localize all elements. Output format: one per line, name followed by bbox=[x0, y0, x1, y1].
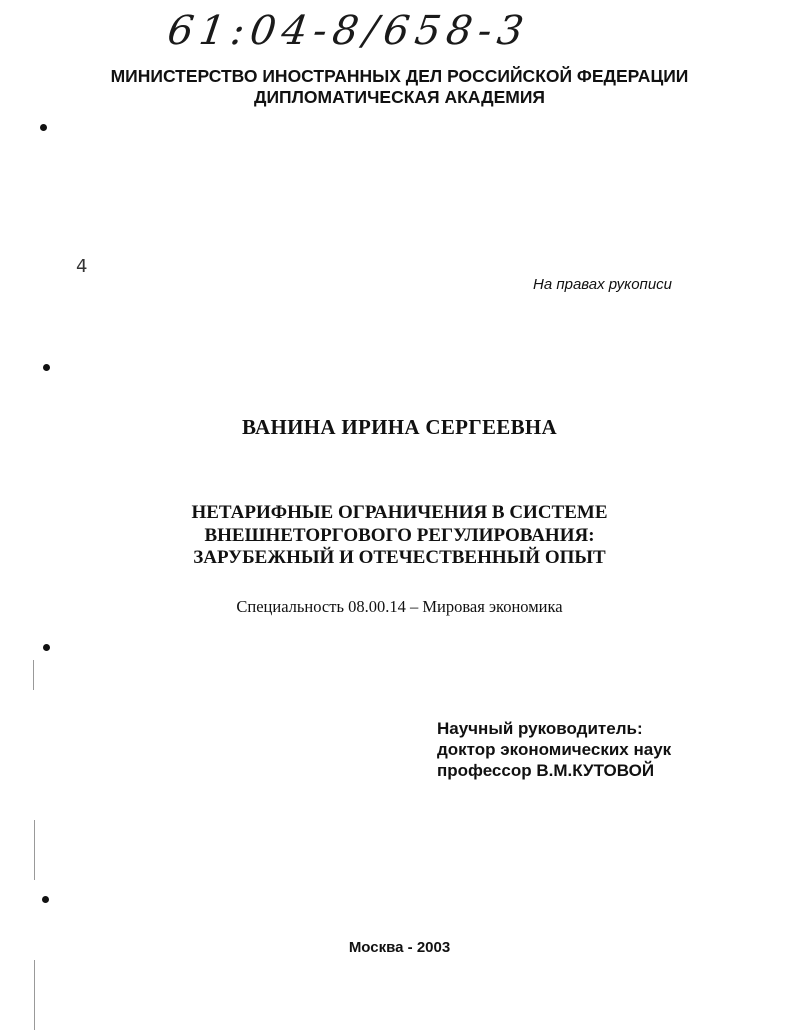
scan-dot bbox=[43, 364, 50, 371]
archive-number-handwritten: 61:04-8/658-3 bbox=[164, 8, 533, 54]
scan-dot bbox=[40, 124, 47, 131]
supervisor-name: профессор В.М.КУТОВОЙ bbox=[437, 761, 655, 780]
supervisor-label: Научный руководитель: bbox=[437, 719, 643, 738]
ministry-heading: МИНИСТЕРСТВО ИНОСТРАННЫХ ДЕЛ РОССИЙСКОЙ ФЕДЕРАЦИИ bbox=[110, 66, 689, 86]
rights-note: На правах рукописи bbox=[533, 276, 672, 293]
scan-dot bbox=[43, 644, 50, 651]
author-name: ВАНИНА ИРИНА СЕРГЕЕВНА bbox=[242, 415, 557, 439]
scan-corner-mark: 4 bbox=[76, 256, 88, 277]
title-line-1: НЕТАРИФНЫЕ ОГРАНИЧЕНИЯ В СИСТЕМЕ bbox=[191, 502, 608, 523]
academy-heading: ДИПЛОМАТИЧЕСКАЯ АКАДЕМИЯ bbox=[254, 87, 545, 107]
scan-margin-line bbox=[34, 960, 35, 1030]
scan-dot bbox=[42, 896, 49, 903]
speciality-line: Специальность 08.00.14 – Мировая экономика bbox=[236, 597, 563, 616]
supervisor-block bbox=[437, 718, 671, 781]
dissertation-title bbox=[0, 502, 799, 570]
scan-margin-line bbox=[34, 820, 35, 880]
scan-margin-line bbox=[33, 660, 34, 690]
title-line-3: ЗАРУБЕЖНЫЙ И ОТЕЧЕСТВЕННЫЙ ОПЫТ bbox=[193, 547, 606, 568]
city-year: Москва - 2003 bbox=[348, 939, 451, 956]
title-line-2: ВНЕШНЕТОРГОВОГО РЕГУЛИРОВАНИЯ: bbox=[204, 524, 595, 546]
supervisor-degree: доктор экономических наук bbox=[437, 740, 672, 759]
